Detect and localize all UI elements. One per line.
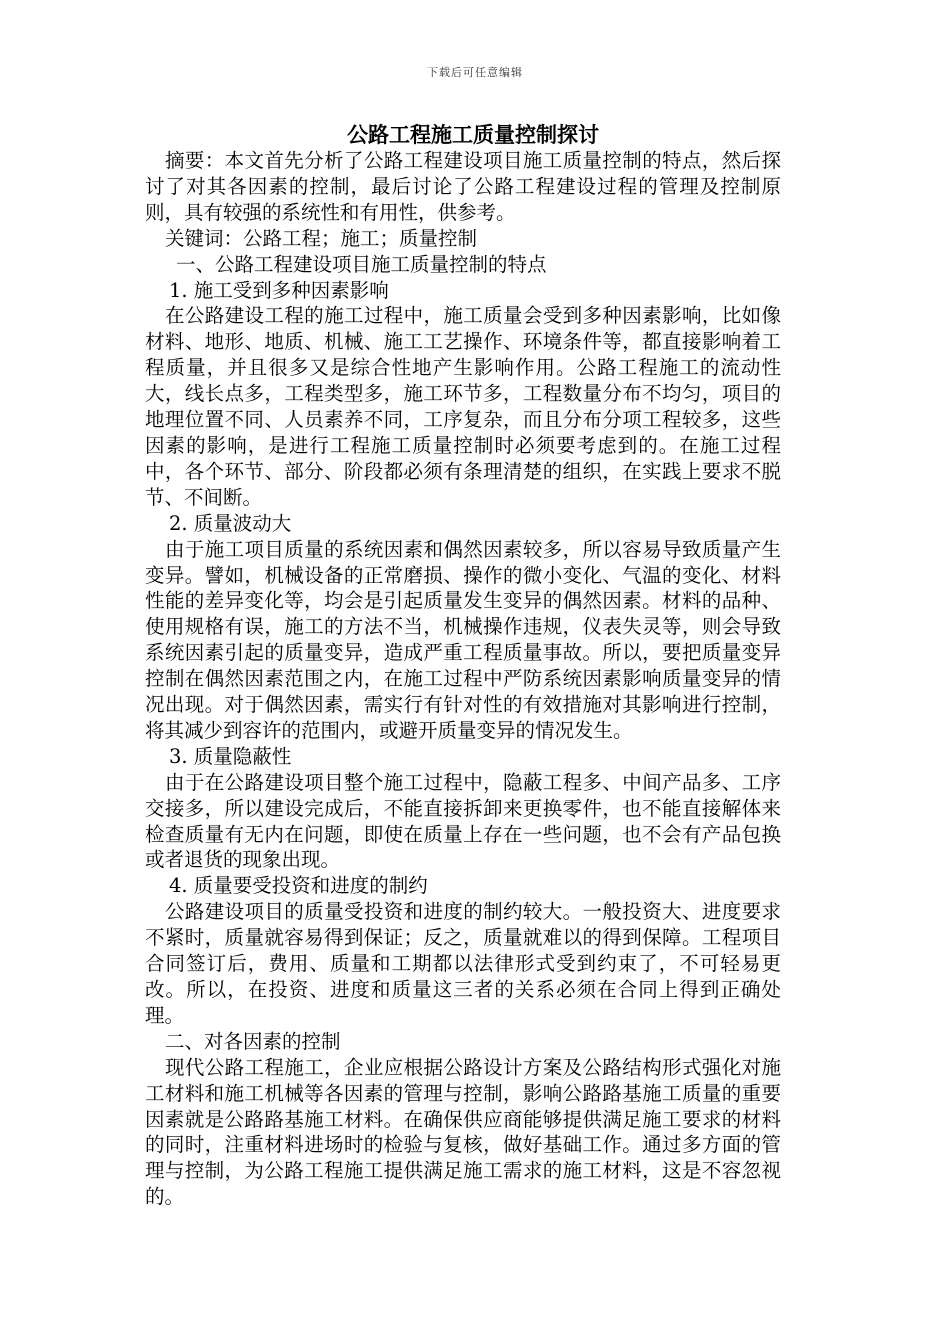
header-note: 下载后可任意编辑 — [427, 66, 523, 79]
section1-item3-text: 由于在公路建设项目整个施工过程中，隐蔽工程多、中间产品多、工序交接多，所以建设完成后，不能直接拆卸来更换零件，也不能直接解体来检查质量有无内在问题，即使在质量上存在一些问题，也不会有产品包换或者退货的现象出现。 — [145, 770, 781, 872]
section1-heading: 一、公路工程建设项目施工质量控制的特点 — [176, 252, 547, 276]
document-body — [145, 122, 781, 1210]
section2-heading: 二、对各因素的控制 — [165, 1029, 341, 1053]
section1-item4-text: 公路建设项目的质量受投资和进度的制约较大。一般投资大、进度要求不紧时，质量就容易得到保证；反之，质量就难以的得到保障。工程项目合同签订后，费用、质量和工期都以法律形式受到约束了，不可轻易更改。所以，在投资、进度和质量这三者的关系必须在合同上得到正确处理。 — [145, 900, 781, 1027]
section2-text: 现代公路工程施工，企业应根据公路设计方案及公路结构形式强化对施工材料和施工机械等各因素的管理与控制，影响公路路基施工质量的重要因素就是公路路基施工材料。在确保供应商能够提供满足施工要求的材料的同时，注重材料进场时的检验与复核，做好基础工作。通过多方面的管理与控制，为公路工程施工提供满足施工需求的施工材料，这是不容忽视的。 — [145, 1055, 781, 1209]
section1-item1-text: 在公路建设工程的施工过程中，施工质量会受到多种因素影响，比如像材料、地形、地质、机械、施工工艺操作、环境条件等，都直接影响着工程质量，并且很多又是综合性地产生影响作用。公路工程施工的流动性大，线长点多，工程类型多，施工环节多，工程数量分布不均匀，项目的地理位置不同、人员素养不同，工序复杂，而且分布分项工程较多，这些因素的影响，是进行工程施工质量控制时必须要考虑到的。在施工过程中，各个环节、部分、阶段都必须有条理清楚的组织，在实践上要求不脱节、不间断。 — [145, 304, 781, 509]
section1-item1-heading: 1. 施工受到多种因素影响 — [169, 278, 389, 302]
section1-item2-text: 由于施工项目质量的系统因素和偶然因素较多，所以容易导致质量产生变异。譬如，机械设备的正常磨损、操作的微小变化、气温的变化、材料性能的差异变化等，均会是引起质量发生变异的偶然因素。材料的品种、使用规格有误，施工的方法不当，机械操作违规，仪表失灵等，则会导致系统因素引起的质量变异，造成严重工程质量事故。所以，要把质量变异控制在偶然因素范围之内，在施工过程中严防系统因素影响质量变异的情况出现。对于偶然因素，需实行有针对性的有效措施对其影响进行控制，将其减少到容许的范围内，或避开质量变异的情况发生。 — [145, 537, 781, 742]
section1-item3-heading: 3. 质量隐蔽性 — [169, 744, 292, 768]
section1-item4-heading: 4. 质量要受投资和进度的制约 — [169, 874, 428, 898]
page-title: 公路工程施工质量控制探讨 — [347, 122, 599, 147]
keywords-line: 关键词：公路工程；施工；质量控制 — [165, 226, 478, 250]
section1-item2-heading: 2. 质量波动大 — [169, 511, 292, 535]
abstract-paragraph: 摘要：本文首先分析了公路工程建设项目施工质量控制的特点，然后探讨了对其各因素的控制，最后讨论了公路工程建设过程的管理及控制原则，具有较强的系统性和有用性，供参考。 — [145, 149, 781, 224]
